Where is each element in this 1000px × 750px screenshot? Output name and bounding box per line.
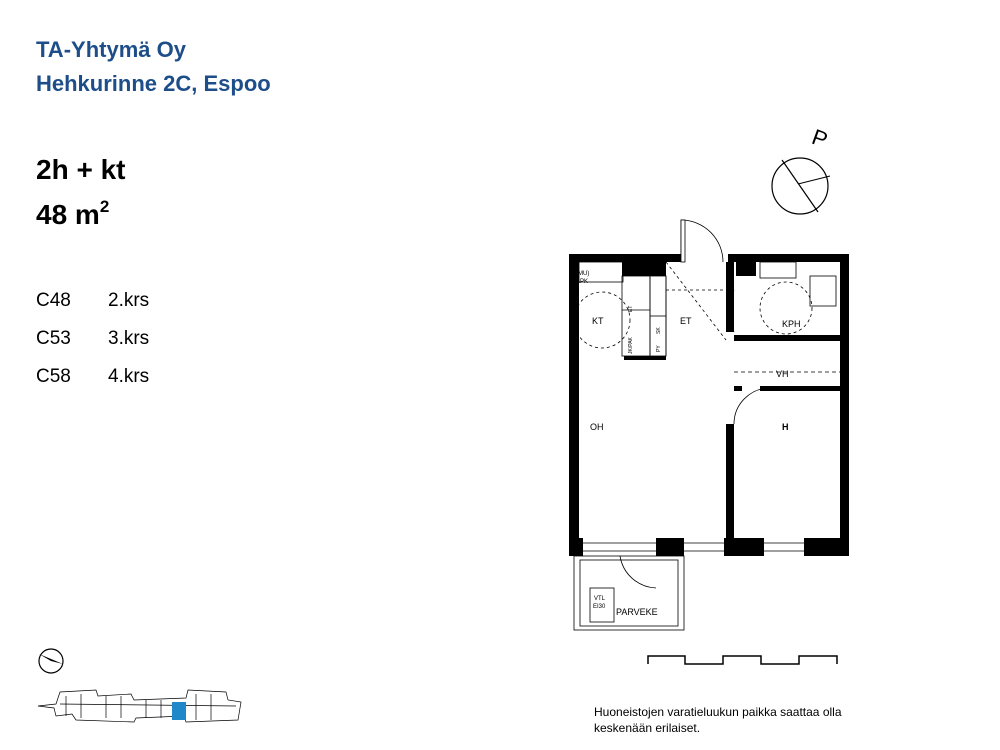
apartment-type: 2h + kt [36, 154, 126, 185]
label-mu: (MU) [576, 271, 590, 277]
label-apk: APK [576, 279, 589, 285]
unit-row [36, 290, 149, 312]
label-ei30: EI30 [593, 604, 606, 610]
unit-row [36, 366, 149, 388]
apartment-area: 48 $m^2$ [36, 197, 110, 230]
unit-code: C48 [36, 290, 71, 311]
unit-floor: 3.krs [108, 328, 150, 349]
company-name: TA-Yhtymä Oy [36, 37, 186, 62]
apartment-location-highlight [172, 702, 186, 720]
label-et-small: ET [628, 305, 634, 312]
unit-row [36, 328, 149, 350]
room-parveke: PARVEKE [616, 607, 658, 617]
unit-floor: 4.krs [108, 366, 150, 387]
unit-code: C58 [36, 366, 71, 387]
unit-code: C53 [36, 328, 71, 349]
label-jkpak: JK/PAK [628, 337, 634, 354]
room-kph: KPH [782, 319, 801, 329]
room-kt: KT [592, 316, 604, 326]
floor-plan [560, 210, 860, 650]
room-vh: VH [776, 369, 789, 379]
label-py: PY [656, 345, 662, 352]
room-h: H [782, 422, 789, 432]
north-label: P [808, 124, 832, 153]
note-text: Huoneistojen varatieluukun paikka saattaa olla keskenään erilaiset. [594, 705, 842, 735]
room-et: ET [680, 316, 692, 326]
address: Hehkurinne 2C, Espoo [36, 71, 271, 96]
site-plan-thumbnail [36, 686, 246, 726]
scale-bar [645, 650, 845, 668]
label-vtl: VTL [594, 596, 606, 602]
site-compass-icon [34, 644, 68, 678]
north-compass-icon [760, 120, 850, 220]
unit-floor: 2.krs [108, 290, 150, 311]
label-sk: SK [656, 327, 662, 334]
room-oh: OH [590, 422, 604, 432]
